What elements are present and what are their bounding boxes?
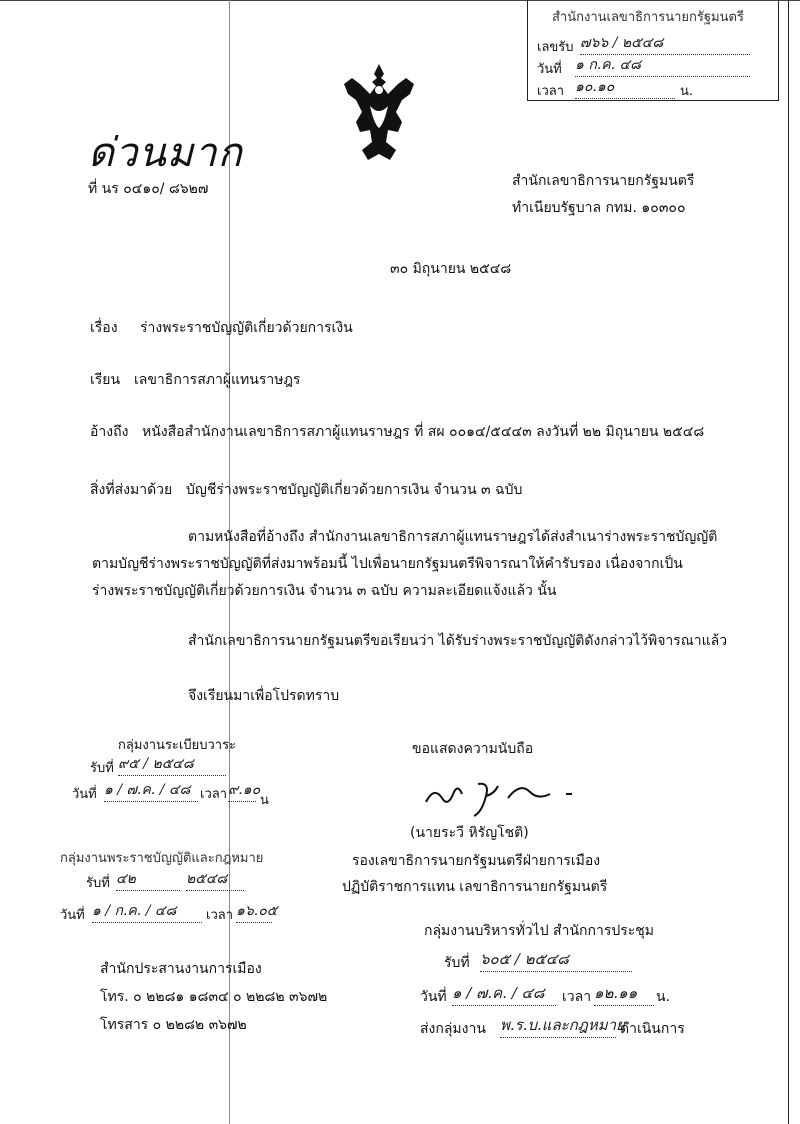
stamp-law-recv-value: ๔๒	[116, 868, 180, 891]
signer-title-line2: ปฏิบัติราชการแทน เลขาธิการนายกรัฐมนตรี	[342, 879, 608, 895]
body-paragraph2: สำนักเลขาธิการนายกรัฐมนตรีขอเรียนว่า ได้รับร่างพระราชบัญญัติดังกล่าวไว้พิจารณาแล้ว	[188, 633, 728, 649]
stamp-law-time-value: ๑๖.๐๕	[236, 900, 272, 923]
stamp-admin-recv-label: รับที่	[444, 955, 470, 971]
stamp-admin-recv-value: ๖๐๕ / ๒๕๔๘	[480, 947, 632, 972]
recipient-label: เรียน	[90, 372, 121, 388]
stamp-agenda-recv-value: ๙๕ / ๒๕๔๘	[118, 753, 226, 776]
receipt-stamp-office: สำนักงานเลขาธิการนายกรัฐมนตรี	[552, 10, 744, 25]
reference-text: หนังสือสำนักงานเลขาธิการสภาผู้แทนราษฎร ที่ สผ ๐๐๑๔/๕๔๔๓ ลงวันที่ ๒๒ มิถุนายน ๒๕๔๘	[142, 424, 705, 440]
document-date: ๓๐ มิถุนายน ๒๕๔๘	[390, 261, 512, 277]
receipt-stamp-date-value: ๑ ก.ค. ๔๘	[575, 54, 750, 77]
stamp-agenda-date-value: ๑ / ๗.ค. / ๔๘	[104, 779, 198, 802]
receipt-stamp-time-suffix: น.	[680, 84, 694, 99]
stamp-law-date-label: วันที่	[60, 908, 85, 923]
signer-name: (นายระวี หิรัญโชติ)	[410, 825, 529, 841]
subject-label: เรื่อง	[90, 320, 118, 336]
stamp-admin-date-value: ๑ / ๗.ค. / ๔๘	[452, 981, 556, 1006]
reference-label: อ้างถึง	[90, 424, 129, 440]
body-paragraph1-line3: ร่างพระราชบัญญัติเกี่ยวด้วยการเงิน จำนวน ๓ ฉบับ ความละเอียดแจ้งแล้ว นั้น	[92, 583, 557, 599]
urgency-heading: ด่วนมาก	[88, 130, 243, 176]
scan-right-edge	[788, 0, 789, 1124]
stamp-agenda-title: กลุ่มงานระเบียบวาระ	[118, 738, 237, 753]
stamp-agenda-date-label: วันที่	[72, 787, 97, 802]
enclosure-label: สิ่งที่ส่งมาด้วย	[90, 482, 173, 498]
handwritten-signature-icon	[420, 772, 580, 822]
contact-office: สำนักประสานงานการเมือง	[100, 961, 262, 977]
body-paragraph3: จึงเรียนมาเพื่อโปรดทราบ	[188, 688, 340, 704]
body-paragraph1-line2: ตามบัญชีร่างพระราชบัญญัติที่ส่งมาพร้อมนี้ ไปเพื่อนายกรัฐมนตรีพิจารณาให้คำรับรอง เนื่องจากเป็น	[92, 556, 683, 572]
receipt-stamp-time-label: เวลา	[537, 84, 565, 99]
stamp-admin-send-label: ส่งกลุ่มงาน	[420, 1021, 486, 1037]
stamp-admin-title: กลุ่มงานบริหารทั่วไป สำนักการประชุม	[424, 923, 655, 939]
stamp-law-date-value: ๑ / ก.ค. / ๔๘	[92, 900, 202, 923]
stamp-law-year-value: ๒๕๔๘	[186, 868, 244, 891]
stamp-agenda-time-label: เวลา	[200, 787, 228, 802]
contact-fax: โทรสาร ๐ ๒๒๘๒ ๓๖๗๒	[100, 1017, 247, 1033]
stamp-agenda-time-value: ๙.๑๐	[228, 779, 256, 802]
sender-office: สำนักเลขาธิการนายกรัฐมนตรี	[512, 173, 695, 189]
stamp-law-title: กลุ่มงานพระราชบัญญัติและกฎหมาย	[60, 851, 264, 866]
sender-address: ทำเนียบรัฐบาล กทม. ๑๐๓๐๐	[512, 200, 686, 216]
receipt-stamp-date-label: วันที่	[537, 62, 562, 77]
enclosure-text: บัญชีร่างพระราชบัญญัติเกี่ยวด้วยการเงิน จำนวน ๓ ฉบับ	[186, 482, 523, 498]
stamp-law-time-label: เวลา	[206, 908, 234, 923]
document-number: ที่ นร ๐๔๑๐/ ๘๖๒๗	[88, 181, 209, 197]
stamp-agenda-recv-label: รับที่	[90, 761, 114, 776]
closing-text: ขอแสดงความนับถือ	[412, 741, 534, 757]
receipt-stamp-time-value: ๑๐.๑๐	[575, 76, 675, 99]
stamp-admin-time-suffix: น.	[656, 989, 671, 1005]
recipient-text: เลขาธิการสภาผู้แทนราษฎร	[134, 372, 301, 388]
contact-phone: โทร. ๐ ๒๒๘๑ ๑๘๓๔ ๐ ๒๒๘๒ ๓๖๗๒	[100, 989, 328, 1005]
stamp-law-recv-label: รับที่	[86, 876, 110, 891]
subject-text: ร่างพระราชบัญญัติเกี่ยวด้วยการเงิน	[140, 320, 353, 336]
body-paragraph1-line1: ตามหนังสือที่อ้างถึง สำนักงานเลขาธิการสภาผู้แทนราษฎรได้ส่งสำเนาร่างพระราชบัญญัติ	[188, 529, 718, 545]
garuda-emblem-icon	[340, 60, 418, 165]
stamp-admin-time-value: ๑๒.๑๑	[594, 981, 654, 1006]
stamp-agenda-time-suffix: น	[260, 793, 269, 808]
receipt-stamp-receive-label: เลขรับ	[537, 40, 574, 55]
stamp-admin-time-label: เวลา	[562, 989, 592, 1005]
stamp-admin-date-label: วันที่	[420, 989, 447, 1005]
stamp-admin-send-value: พ.ร.บ.และกฎหมาย	[500, 1013, 616, 1038]
signer-title-line1: รองเลขาธิการนายกรัฐมนตรีฝ่ายการเมือง	[352, 853, 601, 869]
stamp-admin-send-suffix: ดำเนินการ	[620, 1021, 685, 1037]
receipt-stamp-receive-value: ๗๖๖ / ๒๕๔๘	[580, 32, 750, 55]
